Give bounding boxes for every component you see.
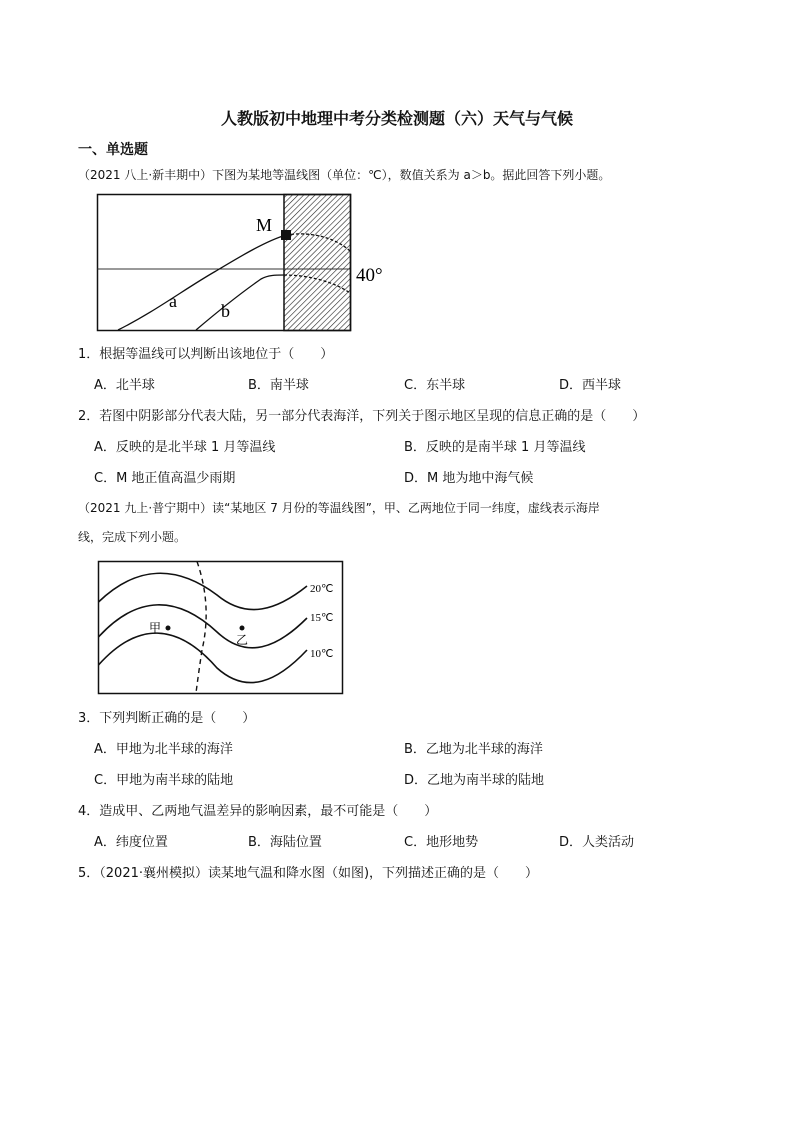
q3-option-a: A．甲地为北半球的海洋 (94, 742, 233, 757)
q2-stem: 2．若图中阴影部分代表大陆，另一部分代表海洋，下列关于图示地区呈现的信息正确的是（ ） (78, 409, 646, 424)
q4-stem: 4．造成甲、乙两地气温差异的影响因素，最不可能是（ ） (78, 804, 438, 819)
q3-option-d: D．乙地为南半球的陆地 (404, 773, 545, 788)
q4-option-c: C．地形地势 (404, 835, 479, 850)
q2-option-c: C．M 地正值高温少雨期 (94, 471, 236, 486)
point-jia-marker (166, 626, 171, 631)
group2-intro-line2: 线，完成下列小题。 (78, 530, 187, 544)
label-jia: 甲 (149, 621, 162, 635)
q4-option-b: B．海陆位置 (248, 835, 322, 850)
label-10c: 10℃ (310, 648, 334, 660)
point-m-marker (281, 230, 291, 240)
label-a: a (169, 291, 177, 311)
q3-stem: 3．下列判断正确的是（ ） (78, 711, 256, 726)
label-15c: 15℃ (310, 612, 334, 624)
q2-option-d: D．M 地为地中海气候 (404, 471, 534, 486)
label-yi: 乙 (236, 633, 249, 647)
q5-stem: 5．（2021·襄州模拟）读某地气温和降水图（如图)，下列描述正确的是（ ） (78, 866, 539, 881)
q1-option-c: C．东半球 (404, 378, 466, 393)
isotherm-figure-2 (97, 560, 345, 696)
label-40-degrees: 40° (356, 265, 383, 286)
section-heading: 一、单选题 (78, 142, 148, 158)
q3-option-c: C．甲地为南半球的陆地 (94, 773, 234, 788)
point-yi-marker (240, 626, 245, 631)
q1-option-b: B．南半球 (248, 378, 309, 393)
q4-option-a: A．纬度位置 (94, 835, 168, 850)
q2-option-b: B．反映的是南半球 1 月等温线 (404, 440, 586, 455)
label-20c: 20℃ (310, 583, 334, 595)
q1-option-a: A．北半球 (94, 378, 155, 393)
group1-intro: （2021 八上·新丰期中）下图为某地等温线图（单位：℃），数值关系为 a＞b。据此回答下列小题。 (78, 168, 611, 182)
q2-option-a: A．反映的是北半球 1 月等温线 (94, 440, 276, 455)
group2-intro-line1: （2021 九上·普宁期中）读“某地区 7 月份的等温线图”，甲、乙两地位于同一纬度，虚线表示海岸 (78, 501, 600, 515)
isotherm-figure-1 (96, 193, 396, 335)
q4-option-d: D．人类活动 (559, 835, 635, 850)
q3-option-b: B．乙地为北半球的海洋 (404, 742, 543, 757)
land-shaded-area (284, 195, 351, 331)
page-title: 人教版初中地理中考分类检测题（六）天气与气候 (220, 109, 573, 128)
figure-frame (99, 562, 343, 694)
q1-option-d: D．西半球 (559, 378, 622, 393)
label-m: M (256, 215, 273, 235)
q1-stem: 1．根据等温线可以判断出该地位于（ ） (78, 347, 334, 362)
label-b: b (221, 301, 230, 321)
